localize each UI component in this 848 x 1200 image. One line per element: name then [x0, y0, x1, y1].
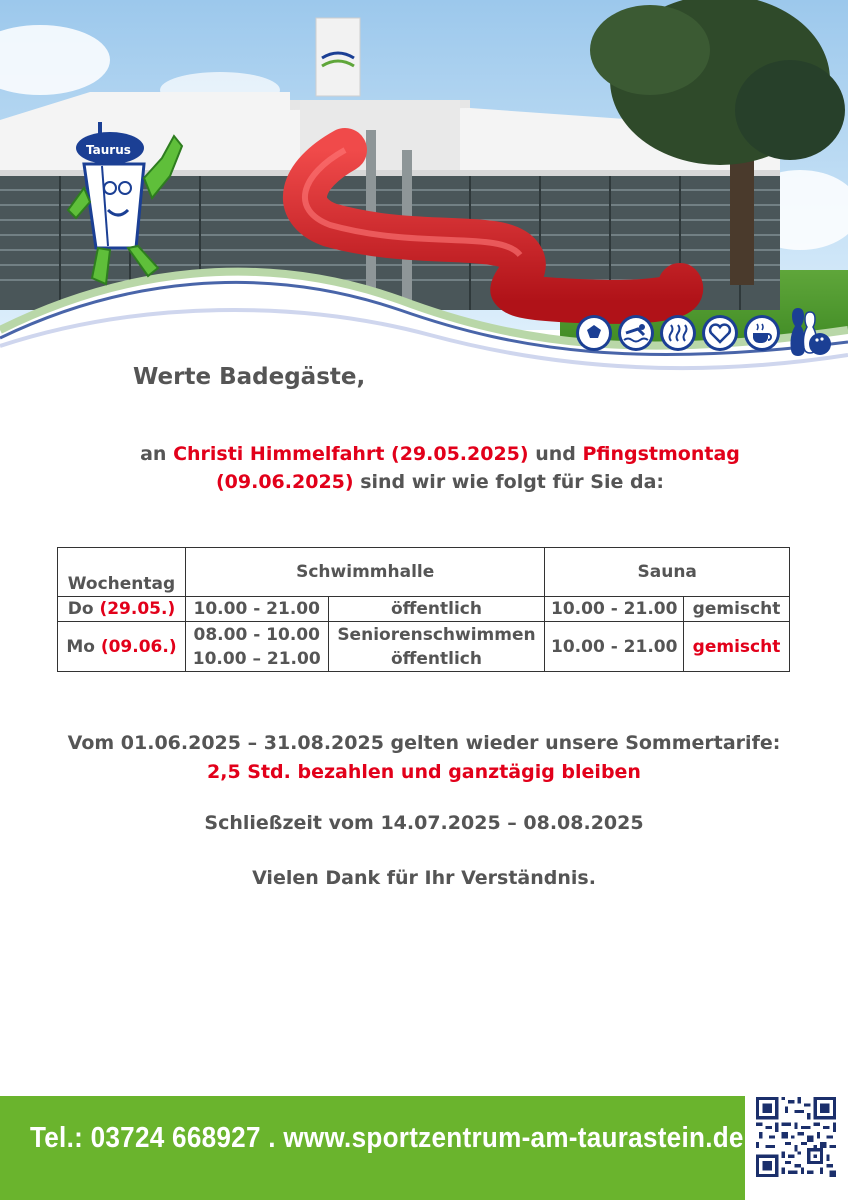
- bowling-icon: [784, 306, 834, 360]
- intro-mid: und: [528, 443, 583, 465]
- summer-offer: 2,5 Std. bezahlen und ganztägig bleiben: [207, 761, 641, 783]
- header-sauna: Sauna: [545, 548, 790, 597]
- header-photo: [0, 0, 848, 390]
- header-swimming-hall: Schwimmhalle: [185, 548, 545, 597]
- thank-you-note: Vielen Dank für Ihr Verständnis.: [252, 867, 596, 889]
- row-date: (09.06.): [100, 636, 177, 657]
- football-icon: [574, 313, 614, 353]
- sauna-type: gemischt: [684, 622, 790, 672]
- table-header-row: [58, 548, 790, 597]
- pool-time: 08.00 - 10.00: [193, 624, 320, 645]
- sauna-icon: [658, 313, 698, 353]
- qr-code[interactable]: [756, 1097, 836, 1177]
- table-row: [58, 596, 790, 621]
- sauna-time: 10.00 - 21.00: [545, 596, 684, 621]
- taurus-mascot-logo: [62, 118, 187, 293]
- svg-text:Taurus: Taurus: [86, 143, 131, 157]
- summer-tariff-notice: [24, 729, 824, 787]
- summer-period: Vom 01.06.2025 – 31.08.2025 gelten wieder unsere Sommertarife:: [67, 732, 781, 754]
- activity-icons-row: [574, 306, 836, 360]
- heart-wellness-icon: [700, 313, 740, 353]
- pool-type-cell: [328, 622, 545, 672]
- opening-hours-table: [57, 547, 790, 672]
- coffee-cup-icon: [742, 313, 782, 353]
- intro-suffix: sind wir wie folgt für Sie da:: [353, 471, 664, 493]
- sauna-time: 10.00 - 21.00: [545, 622, 684, 672]
- row-day: Do: [67, 598, 100, 619]
- table-row: [58, 622, 790, 672]
- header-weekday: Wochentag: [58, 548, 186, 597]
- pool-time: 10.00 - 21.00: [185, 596, 328, 621]
- pool-time: 10.00 – 21.00: [192, 648, 321, 669]
- holiday-ascension: Christi Himmelfahrt (29.05.2025): [173, 443, 529, 465]
- holiday-whit-monday: Pfingstmontag: [582, 443, 740, 465]
- contact-line[interactable]: Tel.: 03724 668927 . www.sportzentrum-am-taurastein.de: [30, 1122, 744, 1154]
- row-day: Mo: [66, 636, 101, 657]
- intro-prefix: an: [140, 443, 174, 465]
- row-day-cell: [58, 596, 186, 621]
- closure-period: Schließzeit vom 14.07.2025 – 08.08.2025: [204, 812, 644, 834]
- row-day-cell: [58, 622, 186, 672]
- intro-text: [40, 440, 840, 496]
- footer-contact-bar: [0, 1096, 745, 1200]
- pool-type: öffentlich: [328, 596, 545, 621]
- greeting-heading: Werte Badegäste,: [133, 364, 366, 390]
- pool-type: öffentlich: [390, 648, 482, 669]
- pool-type: Seniorenschwimmen: [337, 624, 536, 645]
- holiday-whit-monday-date: (09.06.2025): [216, 471, 354, 493]
- pool-time-cell: [185, 622, 328, 672]
- swimmer-icon: [616, 313, 656, 353]
- sauna-type: gemischt: [684, 596, 790, 621]
- row-date: (29.05.): [99, 598, 176, 619]
